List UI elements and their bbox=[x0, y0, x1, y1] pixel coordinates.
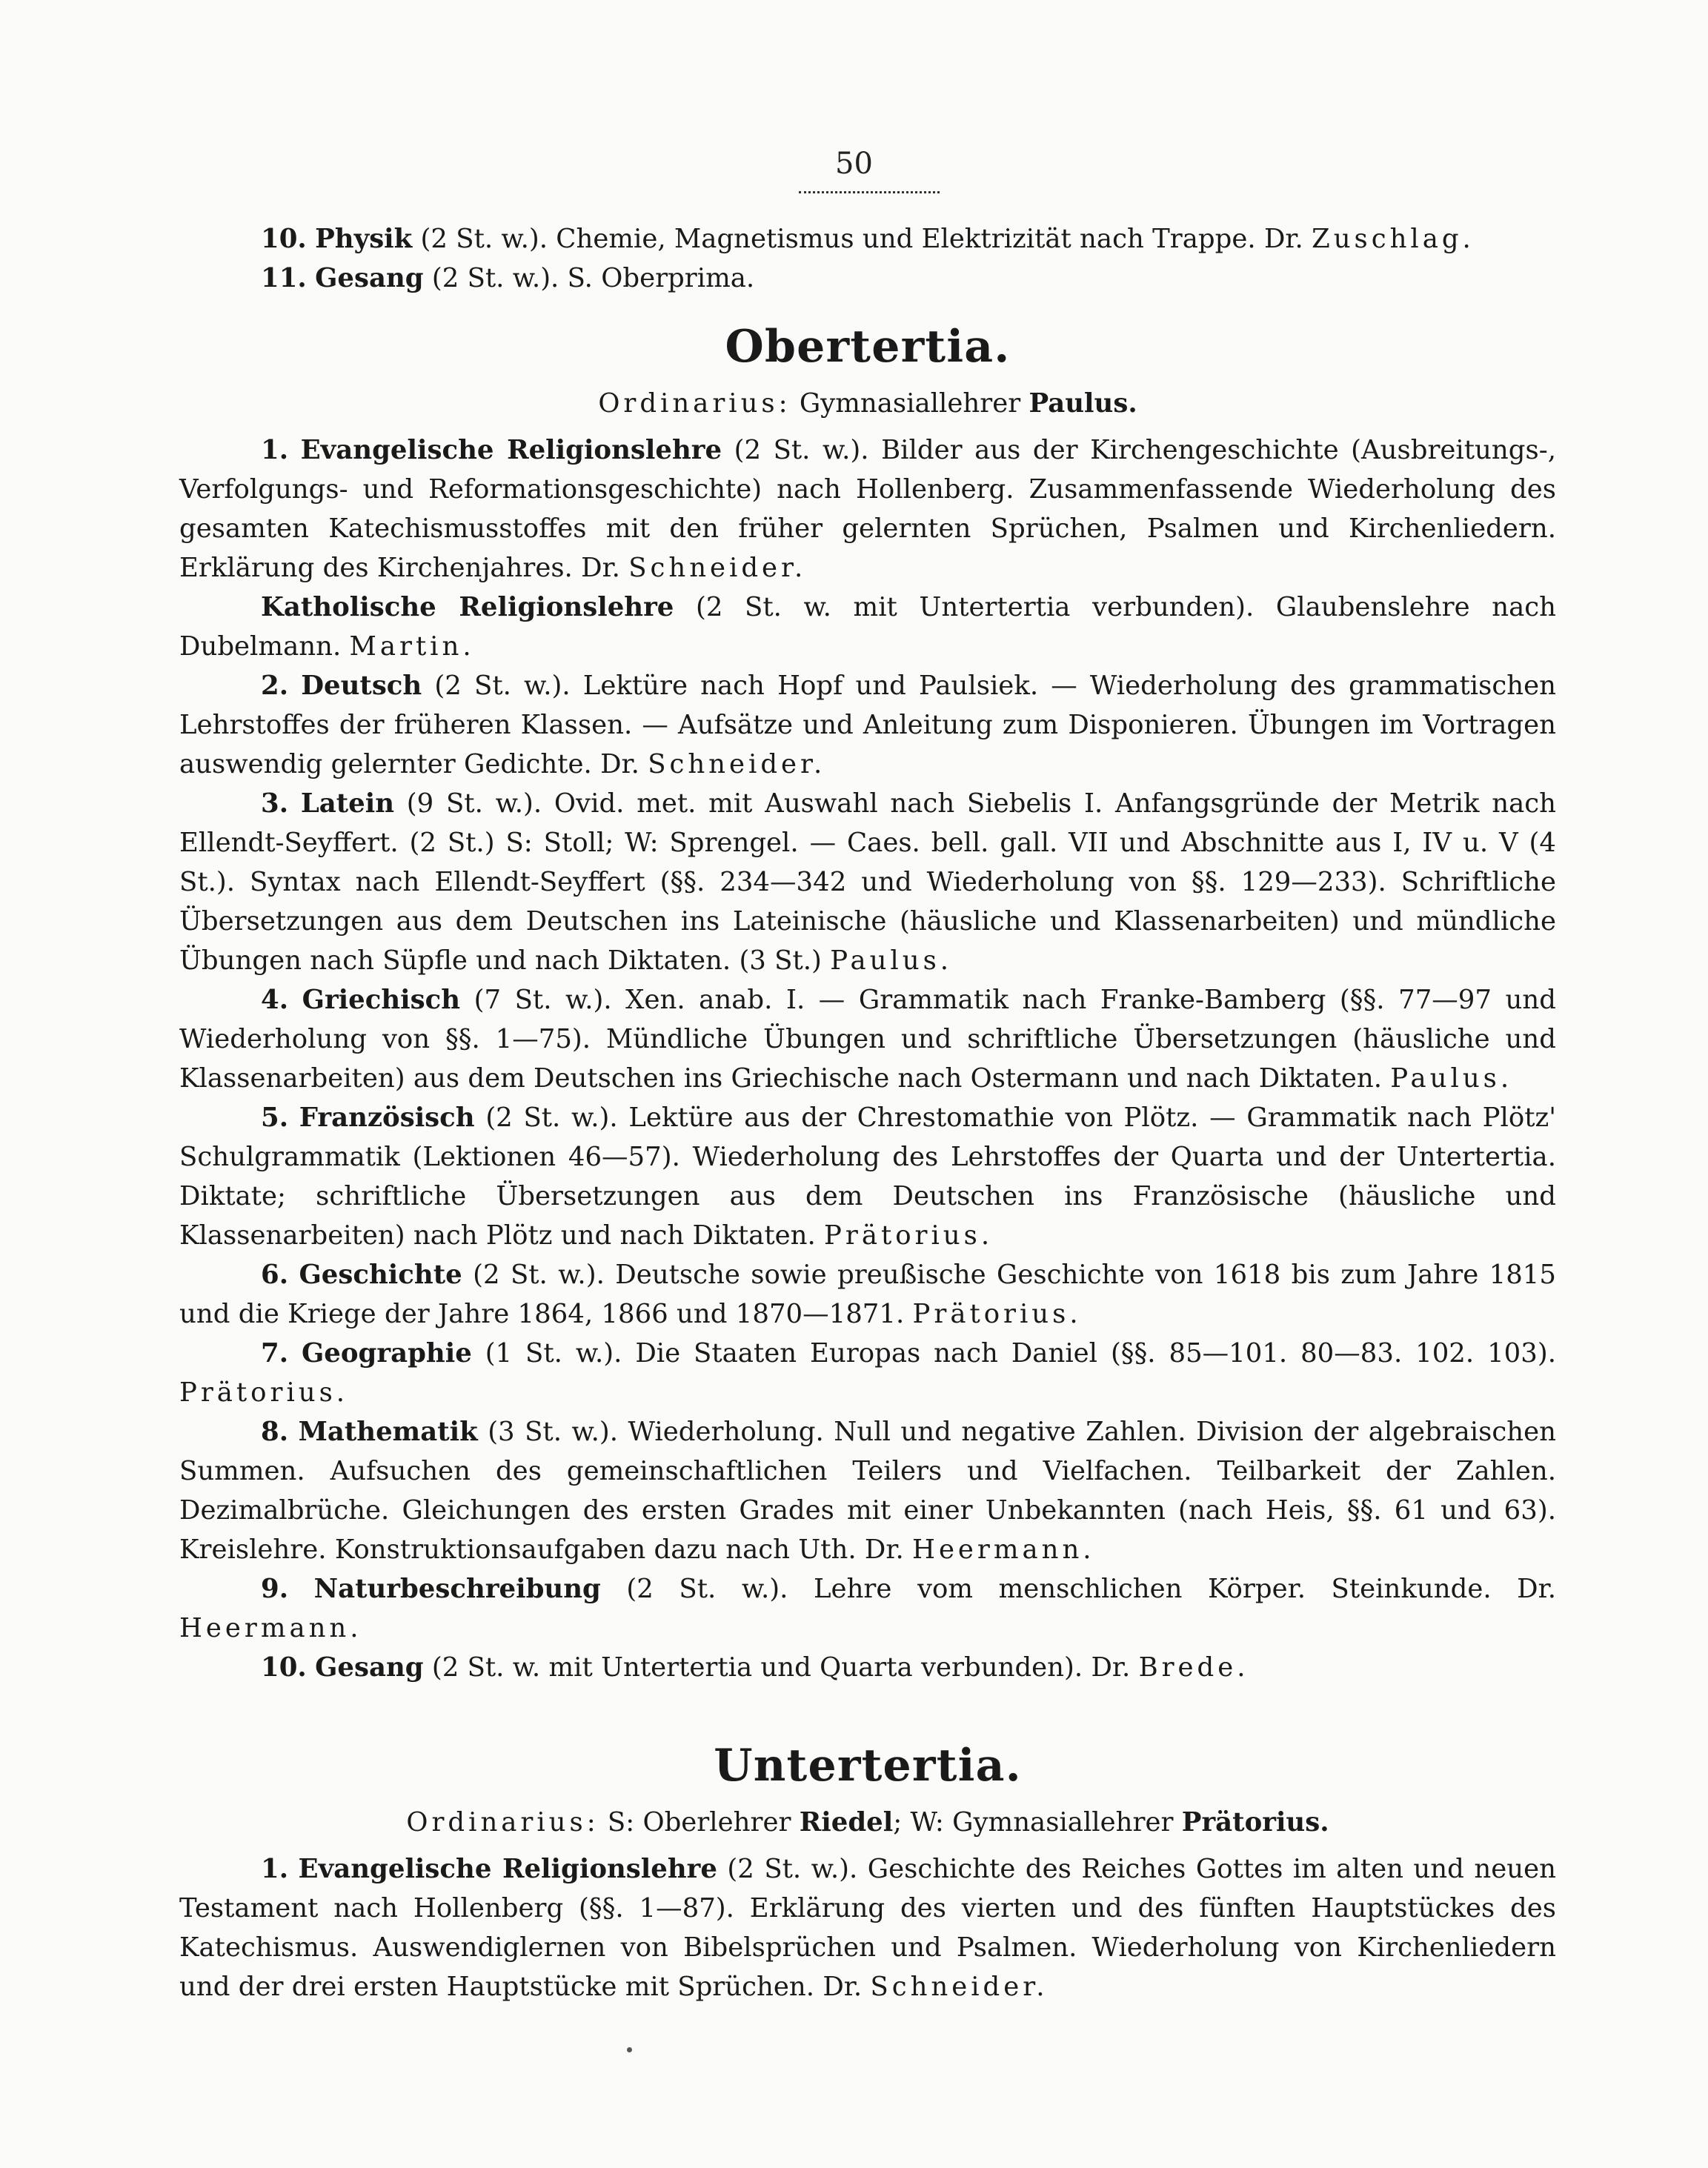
section-heading-untertertia: Untertertia. bbox=[714, 1740, 1022, 1792]
entry-number: 10. bbox=[261, 1652, 307, 1683]
ordinarius-label: Ordinarius: bbox=[406, 1807, 599, 1838]
entry-teacher: Schneider. bbox=[870, 1972, 1049, 2002]
entry-number: 9. bbox=[261, 1574, 289, 1604]
entry-number: 2. bbox=[261, 671, 289, 701]
entry-text: (1 St. w.). Die Staaten Europas nach Daniel (§§. 85—101. 80—83. 102. 103). bbox=[471, 1338, 1556, 1369]
entry-franzoesisch bbox=[179, 1098, 1556, 1255]
ordinarius-label: Ordinarius: bbox=[598, 388, 791, 419]
entry-text: (2 St. w.). Chemie, Magnetismus und Elektrizität nach Trappe. Dr. bbox=[412, 224, 1312, 254]
ordinarius-text-2: ; W: Gymnasiallehrer bbox=[893, 1807, 1182, 1838]
entry-ev-religion bbox=[179, 430, 1556, 588]
entry-teacher: Schneider. bbox=[648, 749, 826, 779]
entry-griechisch bbox=[179, 980, 1556, 1098]
entry-teacher: Heermann. bbox=[179, 1613, 362, 1643]
entry-number: 7. bbox=[261, 1338, 289, 1369]
entry-text: (2 St. w.). Lehre vom menschlichen Körper. Steinkunde. Dr. bbox=[600, 1574, 1556, 1604]
entry-subject: Deutsch bbox=[301, 671, 422, 701]
section-heading-obertertia: Obertertia. bbox=[725, 321, 1011, 373]
entry-text: (2 St. w.). Deutsche sowie preußische Geschichte von 1618 bis zum Jahre 1815 und die Kriege der Jahre 1864, 1866 und 1870—1871. bbox=[179, 1260, 1556, 1329]
entry-number: 8. bbox=[261, 1417, 289, 1447]
page-number: 50 bbox=[835, 147, 873, 181]
entry-number: 11. bbox=[261, 263, 307, 293]
entry-teacher: Heermann. bbox=[912, 1534, 1095, 1565]
entry-text: (2 St. w.). S. Oberprima. bbox=[423, 263, 755, 293]
entry-subject: Evangelische Religionslehre bbox=[300, 435, 722, 465]
entry-number: 10. bbox=[261, 224, 307, 254]
entry-teacher: Prätorius. bbox=[912, 1299, 1082, 1329]
entry-text: (2 St. w. mit Untertertia und Quarta verbunden). Dr. bbox=[423, 1652, 1139, 1683]
entry-mathematik bbox=[179, 1412, 1556, 1569]
entry-number: 1. bbox=[261, 1854, 289, 1884]
section-spacer bbox=[179, 1687, 1556, 1717]
entry-text: (2 St. w.). Bilder aus der Kirchengeschichte (Ausbreitungs-, Verfolgungs- und Reformationsgeschichte) nach Hollenberg. Zusammenfassende Wiederholung des gesamten Katechismusstoffes mit den früher gelernten Sprüchen, Psalmen und Kirchenliedern. Erklärung des Kirchenjahres. Dr. bbox=[179, 435, 1556, 583]
entry-text: (2 St. w.). Lektüre nach Hopf und Paulsiek. — Wiederholung des grammatischen Lehrstoffes der früheren Klassen. — Aufsätze und Anleitung zum Disponieren. Übungen im Vortragen auswendig gelernter Gedichte. Dr. bbox=[179, 671, 1556, 779]
entry-teacher: Paulus. bbox=[830, 945, 953, 976]
entry-naturbeschreibung bbox=[179, 1569, 1556, 1648]
ordinarius-name-riedel: Riedel bbox=[799, 1807, 894, 1838]
entry-number: 3. bbox=[261, 788, 289, 819]
entry-subject: Evangelische Religionslehre bbox=[298, 1854, 717, 1884]
top-entry-gesang bbox=[179, 259, 1556, 298]
ordinarius-text: S: Oberlehrer bbox=[599, 1807, 800, 1838]
entry-geschichte bbox=[179, 1255, 1556, 1334]
entry-subject: Naturbeschreibung bbox=[313, 1574, 601, 1604]
entry-teacher: Prätorius. bbox=[179, 1377, 349, 1408]
entry-teacher: Martin. bbox=[349, 631, 475, 662]
entry-number: 4. bbox=[261, 985, 289, 1015]
entry-deutsch bbox=[179, 666, 1556, 784]
top-entry-physik bbox=[179, 219, 1556, 259]
entry-text: (7 St. w.). Xen. anab. I. — Grammatik nach Franke-Bamberg (§§. 77—97 und Wiederholung von §§. 1—75). Mündliche Übungen und schriftliche Übersetzungen (häusliche und Klassenarbeiten) aus dem Deutschen ins Griechische nach Ostermann und nach Diktaten. bbox=[179, 985, 1556, 1094]
entry-number: 6. bbox=[261, 1260, 289, 1290]
ordinarius-line-obertertia bbox=[179, 384, 1556, 423]
entry-teacher: Zuschlag. bbox=[1312, 224, 1475, 254]
entry-text: (2 St. w. mit Untertertia verbunden). Glaubenslehre nach Dubelmann. bbox=[179, 592, 1556, 662]
page-number-ornament bbox=[799, 187, 940, 193]
entry-teacher: Paulus. bbox=[1390, 1063, 1513, 1094]
entry-subject: Mathematik bbox=[298, 1417, 478, 1447]
entry-subject: Französisch bbox=[299, 1103, 475, 1133]
entry-teacher: Prätorius. bbox=[824, 1220, 994, 1251]
entry-latein bbox=[179, 784, 1556, 980]
entry-subject: Geschichte bbox=[299, 1260, 462, 1290]
entry-number: 1. bbox=[261, 435, 289, 465]
entry-subject: Griechisch bbox=[302, 985, 461, 1015]
entry-subject: Physik bbox=[315, 224, 413, 254]
entry-subject: Katholische Religionslehre bbox=[261, 592, 674, 622]
entry-text: (9 St. w.). Ovid. met. mit Auswahl nach Siebelis I. Anfangsgründe der Metrik nach Ellendt-Seyffert. (2 St.) S: Stoll; W: Sprengel. — Caes. bell. gall. VII und Abschnitte aus I, IV u. V (4 St.). Syntax nach Ellendt-Seyffert (§§. 234—342 und Wiederholung von §§. 129—233). Schriftliche Übersetzungen aus dem Deutschen ins Lateinische (häusliche und Klassenarbeiten) und mündliche Übungen nach Süpfle und nach Diktaten. (3 St.) bbox=[179, 788, 1556, 976]
page-content bbox=[179, 219, 1556, 2006]
paper-speck bbox=[627, 2047, 632, 2052]
entry-number: 5. bbox=[261, 1103, 289, 1133]
ordinarius-name: Paulus. bbox=[1029, 388, 1137, 419]
entry-geographie bbox=[179, 1334, 1556, 1412]
entry-gesang bbox=[179, 1648, 1556, 1687]
entry-subject: Geographie bbox=[301, 1338, 472, 1369]
entry-text: (2 St. w.). Lektüre aus der Chrestomathie von Plötz. — Grammatik nach Plötz' Schulgrammatik (Lektionen 46—57). Wiederholung des Lehrstoffes der Quarta und der Untertertia. Diktate; schriftliche Übersetzungen aus dem Deutschen ins Französische (häusliche und Klassenarbeiten) nach Plötz und nach Diktaten. bbox=[179, 1103, 1556, 1251]
entry-teacher: Schneider. bbox=[628, 553, 807, 583]
ordinarius-text: Gymnasiallehrer bbox=[791, 388, 1029, 419]
entry-text: (2 St. w.). Geschichte des Reiches Gottes im alten und neuen Testament nach Hollenberg (§§. 1—87). Erklärung des vierten und des fünften Hauptstückes des Katechismus. Auswendiglernen von Bibelsprüchen und Psalmen. Wiederholung von Kirchenliedern und der drei ersten Hauptstücke mit Sprüchen. Dr. bbox=[179, 1854, 1556, 2002]
entry-teacher: Brede. bbox=[1138, 1652, 1249, 1683]
entry-subject: Gesang bbox=[315, 1652, 424, 1683]
entry-text: (3 St. w.). Wiederholung. Null und negative Zahlen. Division der algebraischen Summen. Aufsuchen des gemeinschaftlichen Teilers und Vielfachen. Teilbarkeit der Zahlen. Dezimalbrüche. Gleichungen des ersten Grades mit einer Unbekannten (nach Heis, §§. 61 und 63). Kreislehre. Konstruktionsaufgaben dazu nach Uth. Dr. bbox=[179, 1417, 1556, 1565]
ordinarius-name-praetorius: Prätorius. bbox=[1181, 1807, 1329, 1838]
entry-kath-religion bbox=[179, 588, 1556, 666]
entry-subject: Gesang bbox=[315, 263, 424, 293]
ordinarius-line-untertertia bbox=[179, 1803, 1556, 1842]
entry-ev-religion-untertertia bbox=[179, 1849, 1556, 2006]
entry-subject: Latein bbox=[300, 788, 395, 819]
